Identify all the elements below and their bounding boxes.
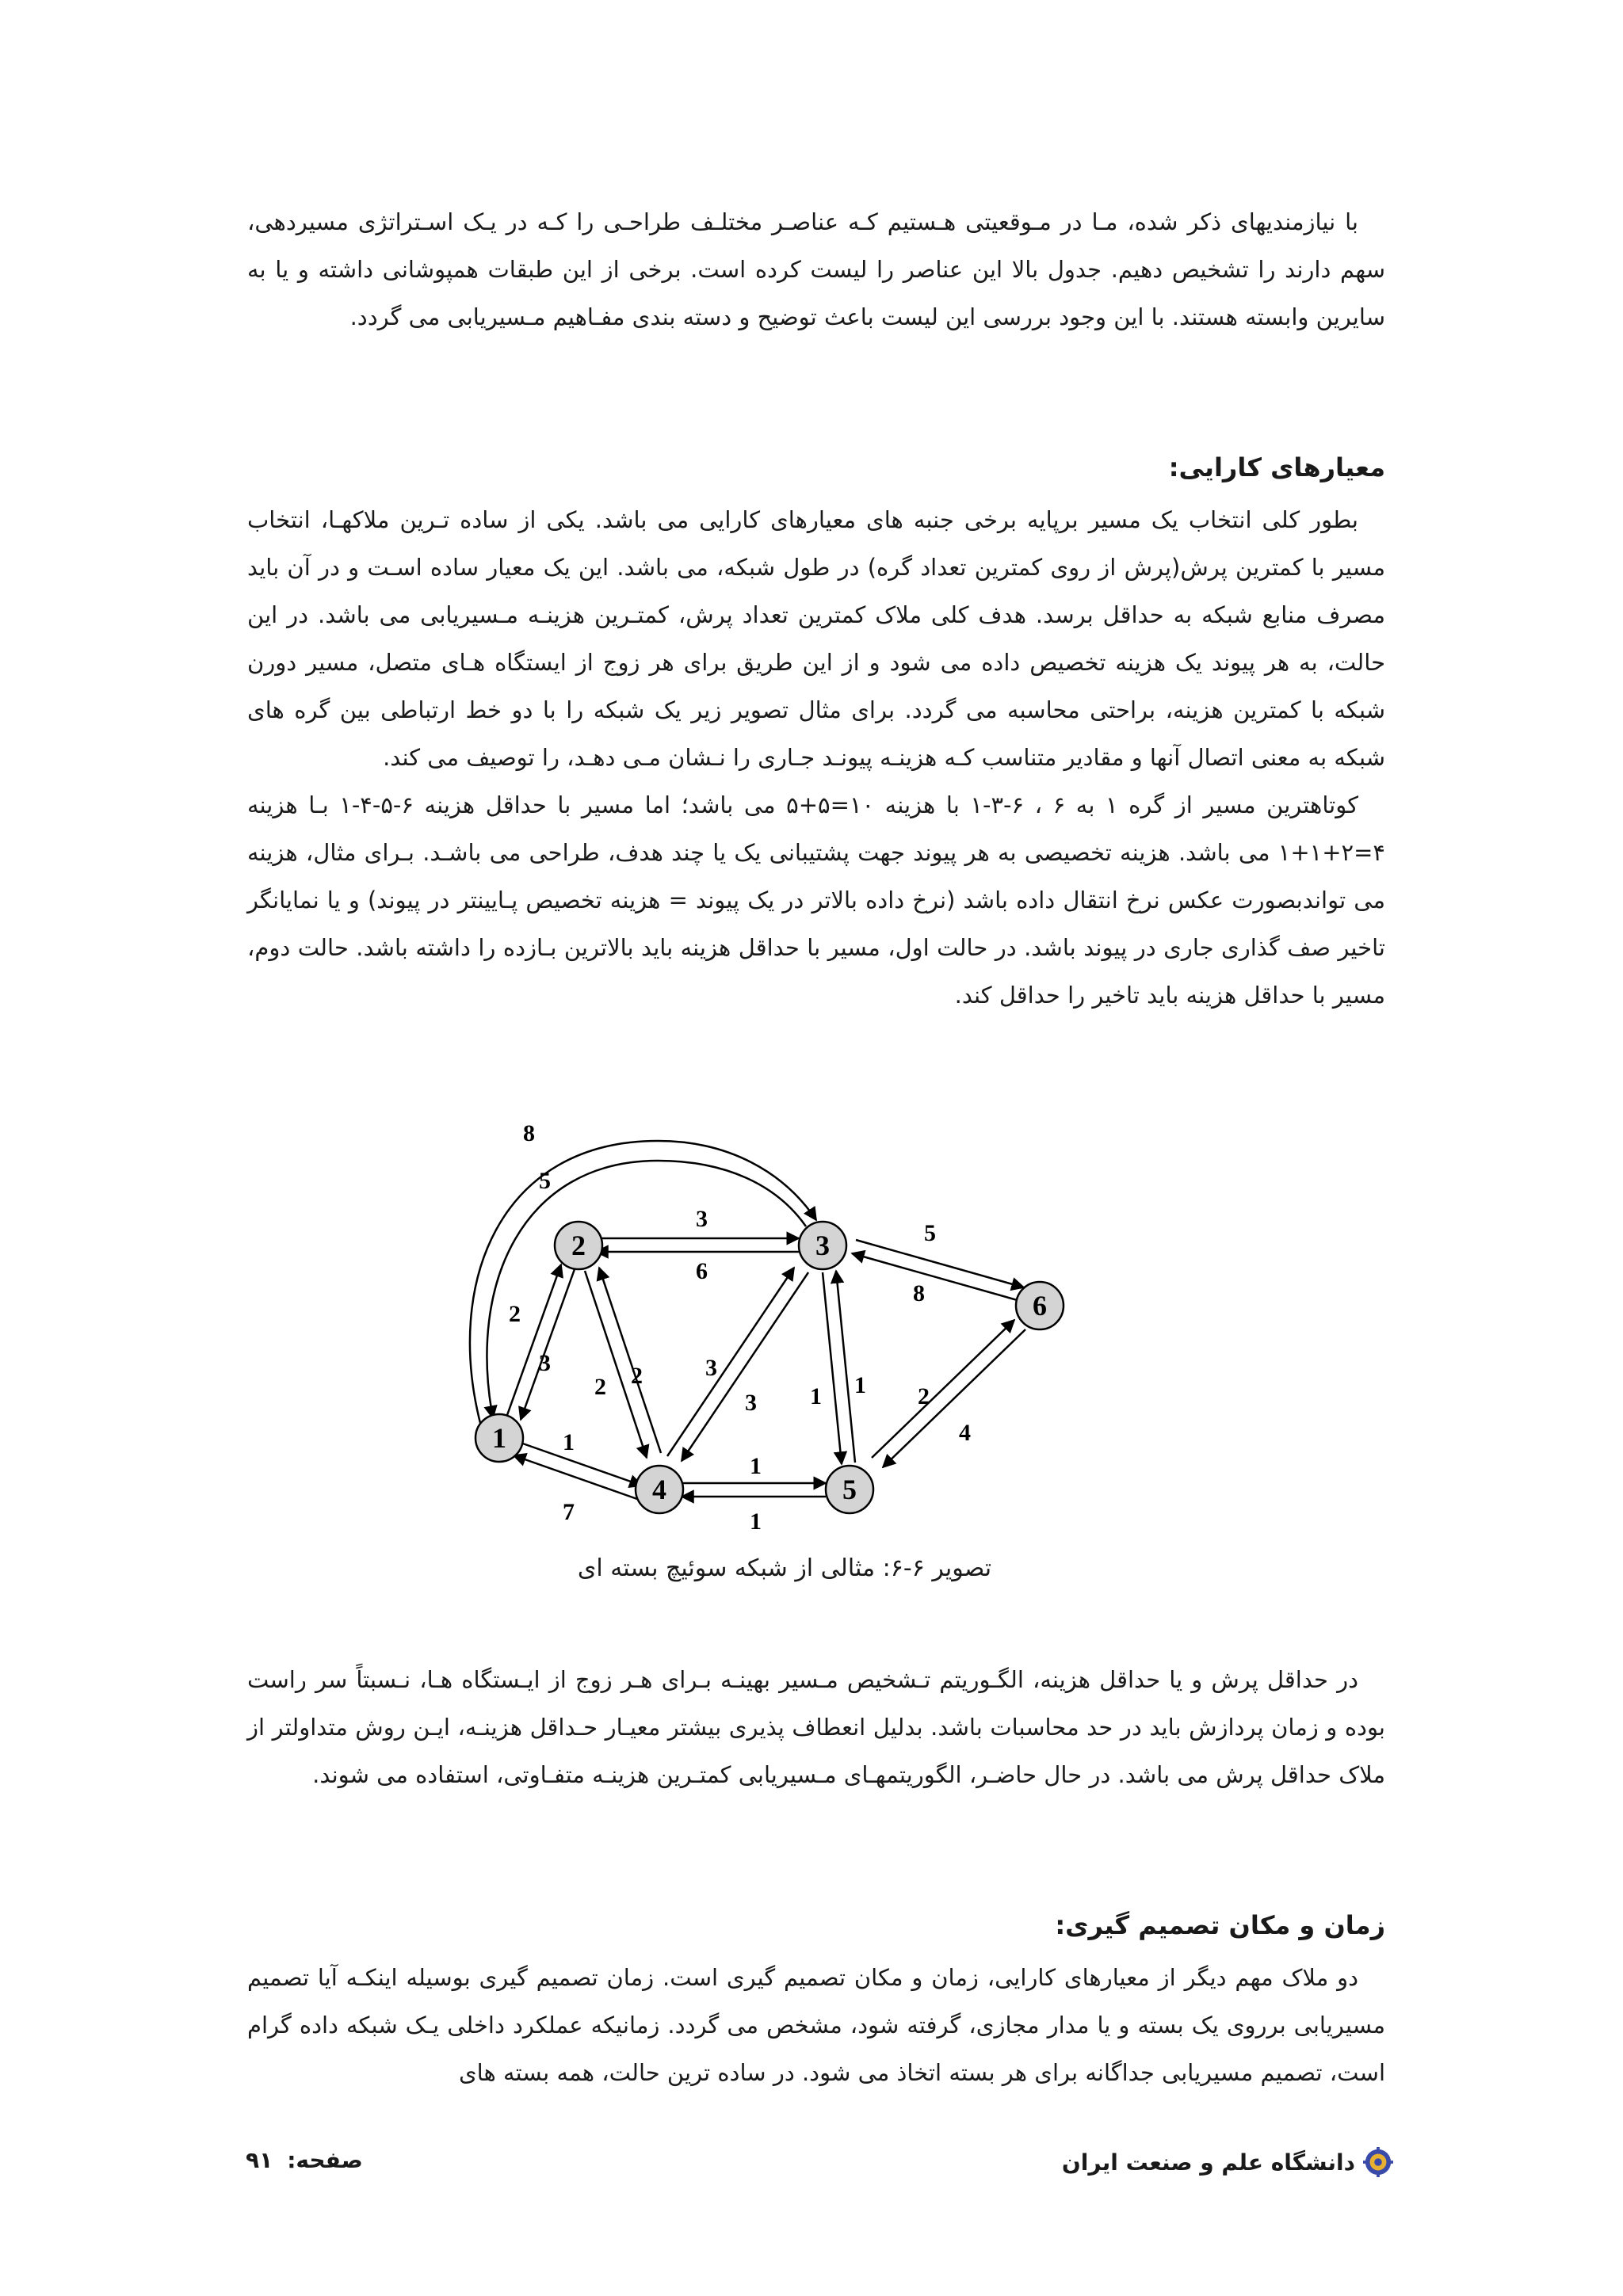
heading-performance-criteria: معیارهای کارایی:	[1168, 452, 1385, 482]
edge-1-2	[507, 1264, 561, 1415]
edge-label-1-3-outer: 8	[523, 1125, 535, 1146]
edge-label-4-3: 3	[705, 1355, 717, 1381]
node-2-label: 2	[571, 1230, 586, 1261]
edge-1-3-outer	[470, 1141, 816, 1426]
node-3-label: 3	[815, 1230, 830, 1261]
edge-labels	[509, 1125, 971, 1535]
edge-label-1-4: 1	[563, 1429, 575, 1455]
graph-nodes	[475, 1222, 1064, 1513]
edge-label-2-1: 3	[539, 1350, 551, 1376]
footer-page-number	[246, 2147, 363, 2173]
edge-label-6-3: 8	[913, 1280, 925, 1306]
edge-4-3	[667, 1268, 794, 1456]
edge-2-1	[521, 1269, 575, 1420]
edge-label-6-5: 4	[959, 1420, 971, 1446]
edge-label-3-2: 6	[696, 1258, 708, 1284]
footer-university	[1062, 2147, 1393, 2177]
paragraph-decision	[247, 1954, 1385, 2096]
node-6-label: 6	[1033, 1290, 1047, 1322]
paragraph-performance	[247, 496, 1385, 1019]
node-4	[636, 1466, 683, 1513]
edge-label-4-5: 1	[750, 1453, 762, 1479]
edge-3-4	[682, 1272, 808, 1461]
edge-label-3-6: 5	[924, 1220, 936, 1246]
node-1-label: 1	[492, 1422, 506, 1454]
node-4-label: 4	[652, 1474, 666, 1505]
page-label: صفحه:	[287, 2147, 363, 2173]
university-logo-icon	[1363, 2147, 1393, 2177]
edge-4-2	[599, 1268, 661, 1453]
node-1	[475, 1414, 523, 1462]
node-6	[1016, 1282, 1064, 1329]
network-graph	[444, 1125, 1125, 1537]
edge-label-3-1-inner: 5	[539, 1168, 551, 1194]
edge-6-3	[852, 1253, 1020, 1301]
edge-label-3-5: 1	[810, 1383, 822, 1409]
edge-6-5	[883, 1329, 1025, 1467]
network-figure	[444, 1125, 1125, 1600]
node-3	[799, 1222, 846, 1269]
paragraph-intro-text: با نیازمندیهای ذکر شده، مـا در مـوقعیتی هـستیم کـه عناصـر مختلـف طراحـی را کـه در یـک اسـتراتژی مسیردهی، سهم دارند را تشخیص دهیم. جدول بالا این عناصر را لیست کرده است. برخی از این طبقات همپوشانی داشته و یا به سایرین وابسته هستند. با این وجود بررسی این لیست باعث توضیح و دسته بندی مفـاهیم مـسیریابی می گردد.	[247, 208, 1385, 330]
heading-decision-time-place: زمان و مکان تصمیم گیری:	[1055, 1910, 1385, 1940]
edge-3-6	[856, 1240, 1024, 1287]
node-5	[826, 1466, 873, 1513]
edge-label-5-3: 1	[854, 1372, 866, 1398]
figure-caption: تصویر ۶-۶: مثالی از شبکه سوئیچ بسته ای	[577, 1554, 992, 1582]
edge-label-2-4: 2	[594, 1374, 606, 1400]
edge-label-5-4: 1	[750, 1508, 762, 1535]
paragraph-performance-text: بطور کلی انتخاب یک مسیر برپایه برخی جنبه های معیارهای کارایی می باشد. یکی از ساده تـرین ملاکهـا، انتخاب مسیر با کمترین پرش(پرش از روی کمترین تعداد گره) در طول شبکه، می باشد. این یک معیار ساده اسـت و در آن باید مصرف منابع شبکه به حداقل برسد. هدف کلی ملاک کمترین تعداد پرش، کمتـرین هزینـه مـسیریابی می باشد. در این حالت، به هر پیوند یک هزینه تخصیص داده می شود و از این طریق برای هر زوج از ایستگاه هـای متصل، مسیر دورن شبکه با کمترین هزینه، براحتی محاسبه می گردد. برای مثال تصویر زیر یک شبکه را با دو خط ارتباطی بین گره های شبکه به معنی اتصال آنها و مقادیر متناسب کـه هزینـه پیونـد جـاری را نـشان مـی دهـد، را توصیف می کند.	[247, 506, 1385, 771]
edge-label-1-2: 2	[509, 1301, 521, 1327]
edge-label-3-4: 3	[745, 1390, 757, 1416]
paragraph-min-cost-text: در حداقل پرش و یا حداقل هزینه، الگـوریتم تـشخیص مـسیر بهینـه بـرای هـر زوج از ایـستگاه هـا، نـسبتاً سر راست بوده و زمان پردازش باید در حد محاسبات باشد. بدلیل انعطاف پذیری بیشتر معیـار حـداقل هزینـه، ایـن روش متداولتر از ملاک حداقل پرش می باشد. در حال حاضـر، الگوریتمهـای مـسیریابی کمتـرین هزینـه متفـاوتی، استفاده می شوند.	[247, 1666, 1385, 1788]
edge-label-5-6: 2	[918, 1383, 930, 1409]
paragraph-shortest-path-text: کوتاهترین مسیر از گره ۱ به ۶ ، ۶-۳-۱ با هزینه ۱۰=۵+۵ می باشد؛ اما مسیر با حداقل هزینه ۶-۵-۴-۱ بـا هزینه ۴=۲+۱+۱ می باشد. هزینه تخصیصی به هر پیوند جهت پشتیبانی یک یا چند هدف، طراحی می باشـد. بـرای مثال، هزینه می تواندبصورت عکس نرخ انتقال داده باشد (نرخ داده بالاتر در یک پیوند = هزینه تخصیص پـایینتر در پیوند) و یا نمایانگر تاخیر صف گذاری جاری در پیوند باشد. در حالت اول، مسیر با حداقل هزینه باید بالاترین بـازده را داشته باشد. حالت دوم، مسیر با حداقل هزینه باید تاخیر را حداقل کند.	[247, 791, 1385, 1009]
edge-label-4-2: 2	[631, 1363, 643, 1389]
paragraph-decision-text: دو ملاک مهم دیگر از معیارهای کارایی، زمان و مکان تصمیم گیری است. زمان تصمیم گیری بوسیله اینکـه آیا تصمیم مسیریابی برروی یک بسته و یا مدار مجازی، گرفته شود، مشخص می گردد. زمانیکه عملکرد داخلی یـک شبکه داده گرام است، تصمیم مسیریابی جداگانه برای هر بسته اتخاذ می شود. در ساده ترین حالت، همه بسته های	[247, 1964, 1385, 2086]
node-5-label: 5	[842, 1474, 857, 1505]
university-name: دانشگاه علم و صنعت ایران	[1061, 2149, 1355, 2176]
node-2	[555, 1222, 602, 1269]
paragraph-intro	[247, 198, 1385, 341]
edge-label-2-3: 3	[696, 1206, 708, 1232]
edge-label-4-1: 7	[563, 1499, 575, 1525]
edge-5-6	[872, 1320, 1014, 1458]
paragraph-min-cost	[247, 1656, 1385, 1798]
page-number: ۹۱	[246, 2147, 273, 2173]
